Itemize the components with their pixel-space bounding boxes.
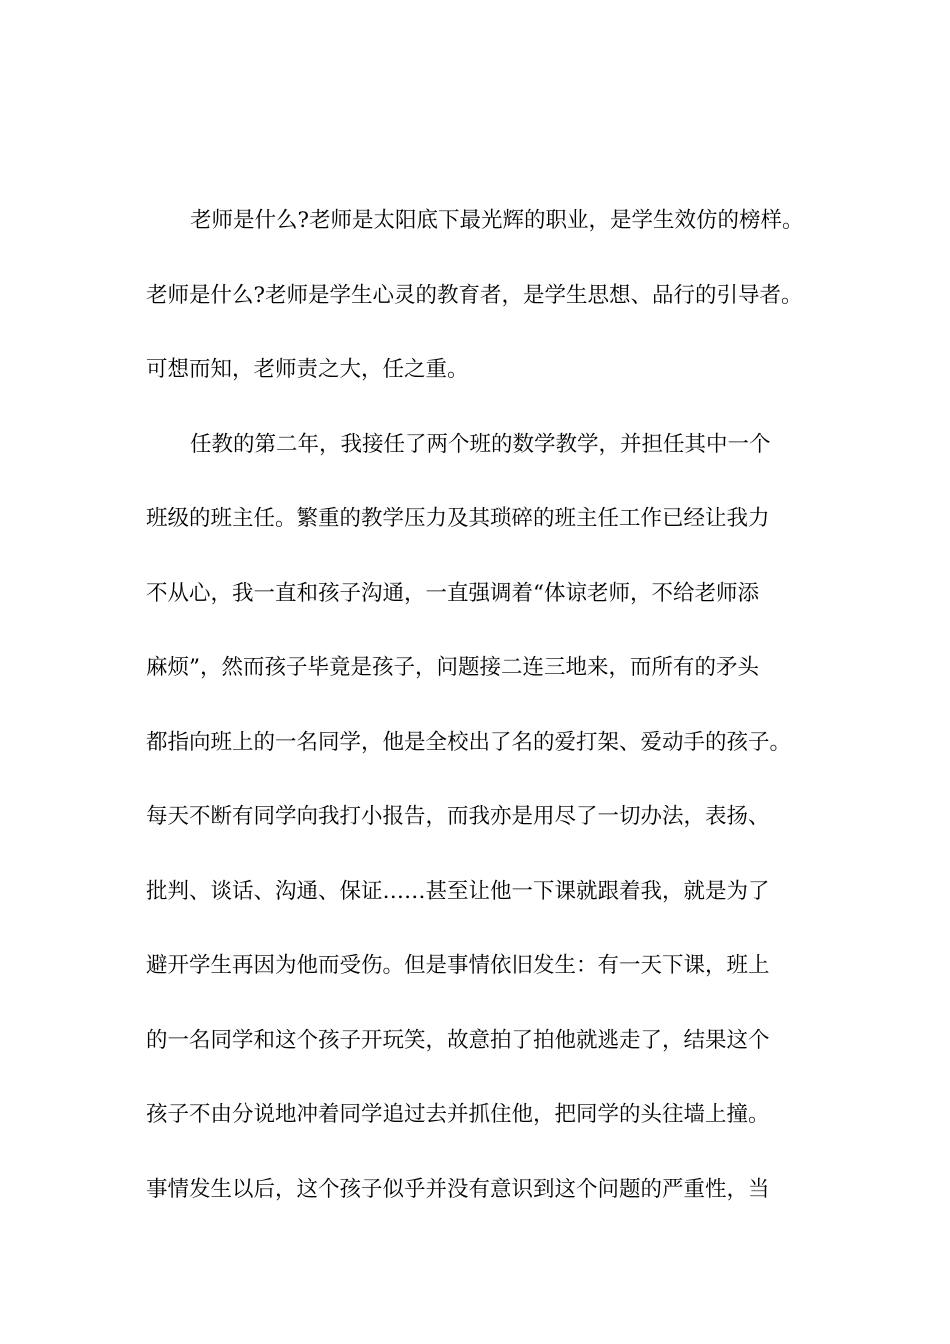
text-line: 不从心，我一直和孩子沟通，一直强调着“体谅老师，不给老师添 <box>146 580 759 606</box>
text-line: 避开学生再因为他而受伤。但是事情依旧发生：有一天下课，班上 <box>146 953 770 978</box>
text-line: 每天不断有同学向我打小报告，而我亦是用尽了一切办法，表扬、 <box>146 804 770 829</box>
text-line: 都指向班上的一名同学，他是全校出了名的爱打架、爱动手的孩子。 <box>146 729 792 755</box>
text-line: 老师是什么?老师是学生心灵的教育者，是学生思想、品行的引导者。 <box>146 282 803 308</box>
text-line: 任教的第二年，我接任了两个班的数学教学，并担任其中一个 <box>190 431 771 457</box>
text-line: 孩子不由分说地冲着同学追过去并抓住他，把同学的头往墙上撞。 <box>146 1102 770 1127</box>
text-line: 的一名同学和这个孩子开玩笑，故意拍了拍他就逃走了，结果这个 <box>146 1027 770 1053</box>
body-text <box>146 205 811 1248</box>
text-line: 可想而知，老师责之大，任之重。 <box>146 357 469 382</box>
text-line: 班级的班主任。繁重的教学压力及其琐碎的班主任工作已经让我力 <box>146 506 770 531</box>
text-line: 批判、谈话、沟通、保证……甚至让他一下课就跟着我，就是为了 <box>146 878 770 904</box>
text-line: 麻烦”，然而孩子毕竟是孩子，问题接二连三地来，而所有的矛头 <box>146 655 759 680</box>
text-line: 老师是什么?老师是太阳底下最光辉的职业，是学生效仿的榜样。 <box>190 208 804 233</box>
text-line: 事情发生以后，这个孩子似乎并没有意识到这个问题的严重性，当 <box>146 1176 770 1202</box>
